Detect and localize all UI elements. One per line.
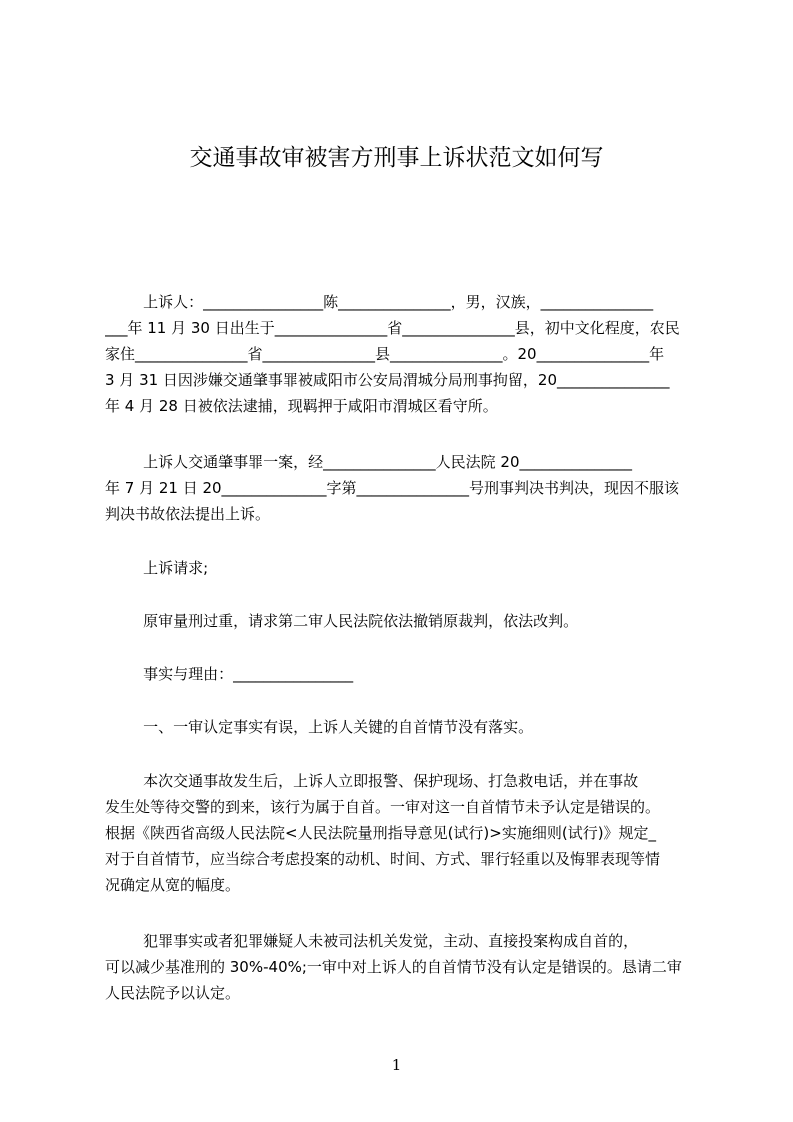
paragraph-point-one-heading [105, 714, 698, 740]
text-line: 判决书故依法提出上诉。 [105, 505, 271, 523]
paragraph-surrender-argument [105, 768, 698, 898]
paragraph-case-background [105, 449, 698, 527]
paragraph-sentence-reduction [105, 928, 698, 1006]
text-line: 对于自首情节，应当综合考虑投案的动机、时间、方式、罪行轻重以及悔罪表现等情 [105, 850, 661, 868]
text-line: 3 月 31 日因涉嫌交通肇事罪被咸阳市公安局渭城分局刑事拘留，20_______________ [105, 371, 670, 389]
text-line: 本次交通事故发生后，上诉人立即报警、保护现场、打急救电话，并在事故 [105, 772, 639, 790]
paragraph-appeal-request [105, 608, 698, 634]
text-line: 根据《陕西省高级人民法院<人民法院量刑指导意见(试行)>实施细则(试行)》规定_ [105, 824, 657, 842]
text-line: 年 4 月 28 日被依法逮捕，现羁押于咸阳市渭城区看守所。 [105, 397, 498, 415]
text-line: 一、一审认定事实有误，上诉人关键的自首情节没有落实。 [105, 718, 534, 736]
text-line: 人民法院予以认定。 [105, 984, 241, 1002]
paragraph-appeal-request-heading [105, 555, 698, 581]
paragraph-facts-reasons-heading [105, 661, 698, 687]
text-line: 可以减少基准刑的 30%-40%;一审中对上诉人的自首情节没有认定是错误的。恳请二审 [105, 958, 682, 976]
text-line: 上诉请求; [105, 559, 209, 577]
page-number: 1 [391, 1056, 402, 1074]
text-line: 况确定从宽的幅度。 [105, 876, 241, 894]
text-line: 上诉人交通肇事罪一案，经_______________人民法院 20_______________ [105, 453, 633, 471]
text-line: 发生处等待交警的到来，该行为属于自首。一审对这一自首情节未予认定是错误的。 [105, 798, 661, 816]
text-line: 上诉人：________________陈_______________，男，汉族，_______________ [105, 293, 654, 311]
paragraph-appellant-info [105, 289, 698, 419]
text-line: 犯罪事实或者犯罪嫌疑人未被司法机关发觉，主动、直接投案构成自首的， [105, 932, 639, 950]
text-line: 原审量刑过重，请求第二审人民法院依法撤销原裁判，依法改判。 [105, 612, 579, 630]
text-line: 家住_______________省_______________县_______________。20_______________年 [105, 345, 665, 363]
text-line: 年 7 月 21 日 20______________字第_______________号刑事判决书判决，现因不服该 [105, 479, 680, 497]
text-line: 事实与理由：________________ [105, 665, 354, 683]
text-line: ___年 11 月 30 日出生于_______________省_______________县，初中文化程度，农民 [105, 319, 680, 337]
page-title: 交通事故审被害方刑事上诉状范文如何写 [189, 145, 604, 171]
